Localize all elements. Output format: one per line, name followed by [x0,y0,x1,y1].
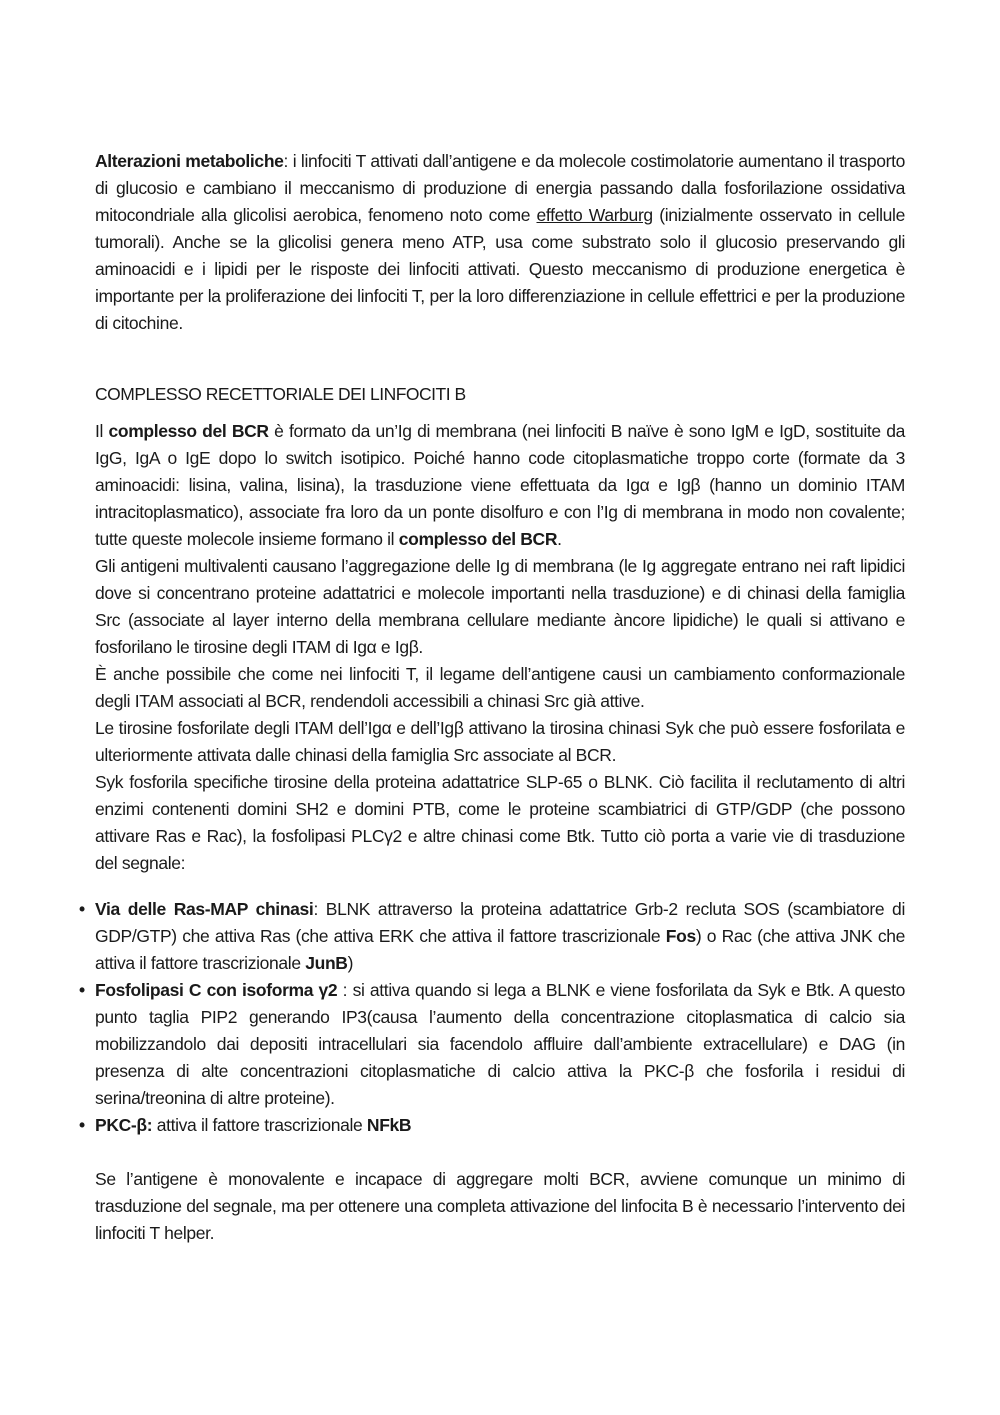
list-item-text: ) [347,953,354,973]
term-bcr-complex: complesso del BCR [108,421,269,441]
term-pkc-beta: PKC-β: [95,1115,153,1135]
paragraph-monovalent-antigen: Se l’antigene è monovalente e incapace di aggregare molti BCR, avviene comunque un minimo di trasduzione del segnale, ma per ottenere una completa attivazione del linfocita B è necessario l’intervento dei linfociti T helper. [95,1169,905,1243]
paragraph-multivalent-antigens: Gli antigeni multivalenti causano l’aggregazione delle Ig di membrana (le Ig aggregate entrano nei raft lipidici dove si concentrano proteine adattatrici e molecole importanti nella trasduzione) e di chinasi della famiglia Src (associate al layer interno della membrana cellulare mediante àncore lipidiche) le quali si attivano e fosforilano le tirosine degli ITAM di Igα e Igβ. [95,556,905,657]
signal-pathways-list [81,896,905,1139]
list-item-text: : BLNK attraverso la proteina adattatrice Grb-2 recluta SOS (scambiatore di GDP/GTP) che attiva Ras (che attiva ERK che attiva il fattore trascrizionale [95,899,905,946]
paragraph-text: (inizialmente osservato in cellule tumorali). Anche se la glicolisi genera meno ATP, usa come substrato solo il glucosio preservando gli aminoacidi e i lipidi per le risposte dei linfociti attivati. Questo meccanismo di produzione energetica è importante per la proliferazione dei linfociti T, per la loro differenziazione in cellule effettrici e per la produzione di citochine. [95,205,905,333]
bullet-icon: • [79,899,85,919]
paragraph-blnk: Syk fosforila specifiche tirosine della proteina adattatrice SLP-65 o BLNK. Ciò facilita il reclutamento di altri enzimi contenenti domini SH2 e domini PTB, come le proteine scambiatrici di GTP/GDP (che possono attivare Ras e Rac), la fosfolipasi PLCγ2 e altre chinasi come Btk. Tutto ciò porta a varie vie di trasduzione del segnale: [95,772,905,873]
paragraph-conformational-change: È anche possibile che come nei linfociti T, il legame dell’antigene causi un cambiamento conformazionale degli ITAM associati al BCR, rendendoli accessibili a chinasi Src già attive. [95,664,905,711]
paragraph-bcr-complex [95,418,905,553]
paragraph-syk-activation: Le tirosine fosforilate degli ITAM dell’Igα e dell’Igβ attivano la tirosina chinasi Syk che può essere fosforilata e ulteriormente attivata dalle chinasi della famiglia Src associate al BCR. [95,718,905,765]
list-item-text: : si attiva quando si lega a BLNK e viene fosforilata da Syk e Btk. A questo punto taglia PIP2 generando IP3(causa l’aumento della concentrazione citoplasmatica di calcio sia mobilizzandolo dai depositi intracellulari sia facendolo affluire dall’ambiente extracellulare) e DAG (in presenza di alte concentrazioni citoplasmatiche di calcio attiva la PKC-β che fosforila i residui di serina/treonina di altre proteine). [95,980,905,1108]
bullet-icon: • [79,980,85,1000]
paragraph-text: : i linfociti T attivati dall’antigene e da molecole costimolatorie aumentano il trasporto di glucosio e cambiano il meccanismo di produzione di energia passando dalla fosforilazione ossidativa mitocondriale alla glicolisi aerobica, fenomeno noto come [95,151,905,225]
term-fos: Fos [665,926,696,946]
term-phospholipase-c: Fosfolipasi C con isoforma γ2 [95,980,338,1000]
paragraph-text: è formato da un’Ig di membrana (nei linfociti B naïve è sono IgM e IgD, sostituite da IgG, IgA o IgE dopo lo switch isotipico. Poiché hanno code citoplasmatiche troppo corte (formate da 3 aminoacidi: lisina, valina, lisina), la trasduzione viene effettuata da Igα e Igβ (hanno un dominio ITAM intracitoplasmatico), associate fra loro da un ponte disolfuro e con l’Ig di membrana in modo non covalente; tutte queste molecole insieme formano il [95,421,905,549]
term-nfkb: NFkB [366,1115,412,1135]
term-junb: JunB [305,953,348,973]
section-heading: COMPLESSO RECETTORIALE DEI LINFOCITI B [95,384,466,404]
term-metabolic-alterations: Alterazioni metaboliche [95,151,284,171]
list-item-text: attiva il fattore trascrizionale [152,1115,367,1135]
list-item [81,1112,905,1139]
list-item [81,977,905,1112]
paragraph-text: Il [95,421,109,441]
list-item [81,896,905,977]
term-ras-map: Via delle Ras-MAP chinasi [95,899,314,919]
term-warburg-effect: effetto Warburg [536,205,653,225]
paragraph-text: . [557,529,562,549]
bullet-icon: • [79,1115,85,1135]
term-bcr-complex: complesso del BCR [398,529,558,549]
document-page [79,148,905,1247]
paragraph-metabolic-alterations [95,148,905,337]
list-item-text: ) o Rac (che attiva JNK che attiva il fattore trascrizionale [95,926,905,973]
